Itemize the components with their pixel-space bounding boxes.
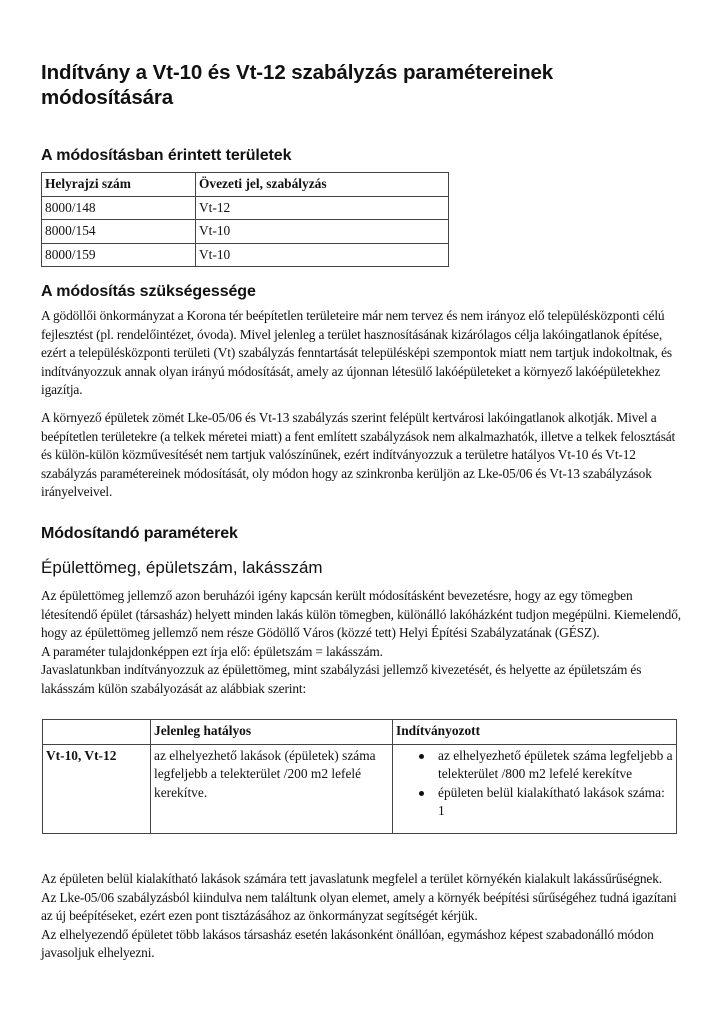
zone-label-cell: Vt-10, Vt-12 — [43, 745, 151, 834]
necessity-heading: A módosítás szükségessége — [41, 283, 256, 300]
paragraph-text: Az épületen belül kialakítható lakások számára tett javaslatunk megfelel a terület környékén kialakult lakássűrűségnek. — [41, 871, 662, 886]
table-header-row — [43, 720, 677, 745]
paragraph-text: A környező épületek zömét Lke-05/06 és Vt-13 szabályzás szerint felépült kertvárosi lakóingatlanok alkotják. Mivel a beépítetlen területekre (a telkek méretei miatt) a fent említett szabályzások nem alkalmazhatók, illetve a telkek felosztását és külön-külön közművesítését nem tartjuk valószínűnek, ezért indítványozzuk a területre hatályos Vt-10 és Vt-12 szabályzás paramétereinek módosítását, oly módon hogy az szinkronba kerüljön az Lke-05/06 és Vt-13 szabályzások irányelveivel. — [41, 410, 676, 500]
paragraph-text: Az Lke-05/06 szabályzásból kiindulva nem találtunk olyan elemet, amely a környék beépítési sűrűségéhez tudná igazítani az új beépítéseket, ezért ezen pont tisztázásához az önkormányzat segítségét kérjük. — [41, 889, 677, 924]
list-item: az elhelyezhető épületek száma legfeljebb a telekterület /800 m2 lefelé kerekítve — [438, 747, 673, 784]
document-title: Indítvány a Vt-10 és Vt-12 szabályzás paramétereinek módosítására — [41, 61, 554, 109]
current-rule-cell: az elhelyezhető lakások (épületek) száma legfeljebb a telekterület /200 m2 lefelé kerekítve. — [151, 745, 393, 834]
table-cell: Vt-10 — [196, 220, 449, 244]
parameters-comparison-table — [42, 719, 677, 834]
table-cell: 8000/148 — [42, 196, 196, 220]
paragraph-text: A gödöllői önkormányzat a Korona tér beépítetlen területeire már nem tervez és nem irányoz elő településközponti célú fejlesztést (pl. rendelőintézet, óvoda). Mivel jelenleg a terület hasznosításának kizárólagos célja lakóingatlanok építése, ezért a településközponti területi (Vt) szabályzás fenntartását településképi szempontok miatt nem tartjuk indokoltnak, és indítványozzuk annak olyan irányú módosítását, amely az újonnan létesülő lakóépületeket a környező lakóépületekhez igazítja. — [41, 308, 672, 398]
table-cell: 8000/159 — [42, 243, 196, 267]
table-header-cell: Övezeti jel, szabályzás — [196, 173, 449, 197]
table-header-cell: Jelenleg hatályos — [151, 720, 393, 745]
building-mass-subheading: Épülettömeg, épületszám, lakásszám — [41, 558, 323, 577]
paragraph-text: Az elhelyezendő épületet több lakásos társasház esetén lakásonként önállóan, egymáshoz képest szabadonálló módon javasoljuk elhelyezni. — [41, 926, 654, 961]
necessity-paragraph-1 — [41, 307, 681, 400]
building-mass-closing — [41, 870, 681, 963]
building-mass-intro — [41, 587, 681, 699]
table-cell: Vt-10 — [196, 243, 449, 267]
necessity-paragraph-2 — [41, 409, 681, 502]
table-row — [42, 220, 449, 244]
table-header-cell: Helyrajzi szám — [42, 173, 196, 197]
table-header-row — [42, 173, 449, 197]
paragraph-text: Az épülettömeg jellemző azon beruházói igény kapcsán került módosításként bevezetésre, hogy az egy tömegben létesítendő épület (társasház) helyett minden lakás külön tömegben, különálló lakóházként tudjon megépülni. Kiemelendő, hogy az épülettömeg jellemző nem része Gödöllő Város (közzé tett) Helyi Építési Szabályzatának (GÉSZ). — [41, 588, 681, 641]
affected-areas-heading: A módosításban érintett területek — [41, 147, 292, 164]
proposed-rule-list — [396, 747, 673, 821]
paragraph-text: Javaslatunkban indítványozzuk az épülettömeg, mint szabályzási jellemző kivezetését, és helyette az épületszám és lakásszám külön szabályozását az alábbiak szerint: — [41, 662, 642, 696]
table-cell: Vt-12 — [196, 196, 449, 220]
table-cell: 8000/154 — [42, 220, 196, 244]
table-header-cell — [43, 720, 151, 745]
table-row — [42, 196, 449, 220]
proposed-rule-cell — [393, 745, 677, 834]
affected-areas-table — [41, 172, 449, 267]
table-header-cell: Indítványozott — [393, 720, 677, 745]
table-row — [42, 243, 449, 267]
paragraph-text: A paraméter tulajdonképpen ezt írja elő: épületszám = lakásszám. — [41, 643, 383, 659]
parameters-heading: Módosítandó paraméterek — [41, 525, 238, 542]
table-row — [43, 745, 677, 834]
list-item: épületen belül kialakítható lakások száma: 1 — [438, 784, 673, 821]
